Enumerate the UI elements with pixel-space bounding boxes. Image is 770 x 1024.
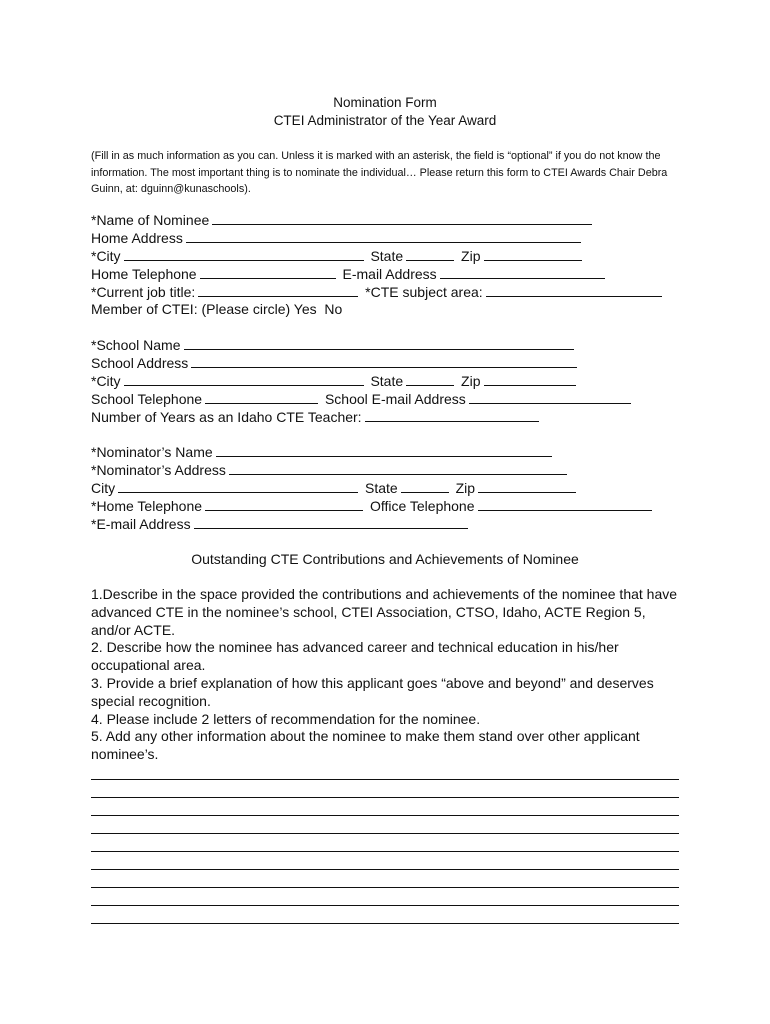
member-label[interactable]: Member of CTEI: (Please circle) Yes	[91, 301, 317, 317]
nominee-email-label: E-mail Address	[342, 266, 437, 282]
nominator-state-label: State	[365, 480, 398, 496]
years-label: Number of Years as an Idaho CTE Teacher:	[91, 409, 362, 425]
nominee-name-field[interactable]	[212, 211, 592, 225]
school-name-row	[91, 336, 577, 354]
school-email-field[interactable]	[469, 390, 631, 404]
nominee-state-label: State	[370, 248, 404, 264]
nominee-zip-label: Zip	[461, 248, 481, 264]
nominator-email-field[interactable]	[194, 515, 468, 529]
home-phone-row	[91, 265, 608, 283]
nominator-address-label: *Nominator’s Address	[91, 462, 226, 478]
nominee-state-field[interactable]	[406, 247, 454, 261]
section-title: Outstanding CTE Contributions and Achievements of Nominee	[191, 551, 579, 567]
nominee-email-field[interactable]	[440, 265, 605, 279]
nominator-address-row	[91, 461, 570, 479]
writing-line[interactable]	[91, 797, 679, 798]
nominator-zip-field[interactable]	[478, 479, 576, 493]
school-city-field[interactable]	[124, 372, 364, 386]
nominator-name-field[interactable]	[216, 443, 552, 457]
form-subtitle: CTEI Administrator of the Year Award	[273, 113, 497, 128]
instruction-item: 5. Add any other information about the nominee to make them stand over other applicant nominee’s.	[91, 728, 640, 763]
home-address-field[interactable]	[186, 229, 581, 243]
writing-line[interactable]	[91, 869, 679, 870]
nominator-city-row	[91, 479, 579, 497]
school-address-label: School Address	[91, 355, 189, 371]
nominee-city-row	[91, 247, 585, 265]
school-zip-label: Zip	[461, 373, 481, 389]
nominator-phone-row	[91, 497, 655, 515]
school-name-label: *School Name	[91, 337, 181, 353]
writing-line[interactable]	[91, 815, 679, 816]
office-phone-label: Office Telephone	[369, 498, 475, 514]
school-phone-field[interactable]	[205, 390, 318, 404]
nominator-home-phone-field[interactable]	[205, 497, 363, 511]
school-address-field[interactable]	[191, 354, 577, 368]
school-email-label: School E-mail Address	[324, 391, 466, 407]
nominator-zip-label: Zip	[455, 480, 476, 496]
writing-line[interactable]	[91, 923, 679, 924]
school-city-row	[91, 372, 579, 390]
nominator-city-field[interactable]	[118, 479, 358, 493]
writing-line[interactable]	[91, 779, 679, 780]
writing-line[interactable]	[91, 905, 679, 906]
instruction-item: 4. Please include 2 letters of recommendation for the nominee.	[91, 710, 481, 727]
nominee-name-label: *Name of Nominee	[91, 212, 210, 228]
home-address-row	[91, 229, 584, 247]
nominator-address-field[interactable]	[229, 461, 567, 475]
nominator-name-row	[91, 443, 555, 461]
nominator-email-row	[91, 515, 471, 533]
school-phone-label: School Telephone	[91, 391, 203, 407]
writing-line[interactable]	[91, 833, 679, 834]
school-phone-row	[91, 390, 634, 408]
years-field[interactable]	[365, 408, 539, 422]
years-row	[91, 408, 542, 426]
job-title-row	[91, 283, 665, 301]
job-title-field[interactable]	[198, 283, 358, 297]
nominee-name-row	[91, 211, 595, 229]
school-zip-field[interactable]	[484, 372, 576, 386]
school-state-label: State	[370, 373, 404, 389]
subject-area-field[interactable]	[486, 283, 662, 297]
school-state-field[interactable]	[406, 372, 454, 386]
instructions	[91, 586, 681, 764]
home-address-label: Home Address	[91, 230, 183, 246]
nominator-state-field[interactable]	[401, 479, 449, 493]
writing-line[interactable]	[91, 887, 679, 888]
instruction-item: 3. Provide a brief explanation of how this applicant goes “above and beyond” and deserves special recognition.	[91, 674, 654, 709]
member-no[interactable]: No	[324, 301, 343, 317]
member-row	[91, 300, 342, 318]
form-title: Nomination Form	[333, 95, 437, 110]
nominee-city-label: *City	[91, 248, 121, 264]
office-phone-field[interactable]	[478, 497, 652, 511]
nominator-name-label: *Nominator’s Name	[91, 444, 213, 460]
instruction-item: 2. Describe how the nominee has advanced career and technical education in his/her occupational area.	[91, 639, 619, 674]
school-city-label: *City	[91, 373, 121, 389]
intro-text: (Fill in as much information as you can. Unless it is marked with an asterisk, the field is “optional” if you do not know the information. The most important thing is to nominate the individual… Please return this form to CTEI Awards Chair Debra Guinn, at: dguinn@kunaschools).	[91, 150, 668, 195]
home-phone-field[interactable]	[200, 265, 336, 279]
instruction-item: 1.Describe in the space provided the contributions and achievements of the nominee that have advanced CTE in the nominee’s school, CTEI Association, CTSO, Idaho, ACTE Region 5, and/or ACTE.	[91, 586, 678, 638]
nominee-zip-field[interactable]	[484, 247, 582, 261]
nominee-city-field[interactable]	[124, 247, 364, 261]
job-title-label: *Current job title:	[91, 284, 196, 300]
home-phone-label: Home Telephone	[91, 266, 197, 282]
nominator-city-label: City	[91, 480, 116, 496]
school-address-row	[91, 354, 580, 372]
writing-line[interactable]	[91, 851, 679, 852]
subject-area-label: *CTE subject area:	[365, 284, 483, 300]
nominator-email-label: *E-mail Address	[91, 516, 191, 532]
nominator-home-phone-label: *Home Telephone	[91, 498, 203, 514]
school-name-field[interactable]	[184, 336, 574, 350]
